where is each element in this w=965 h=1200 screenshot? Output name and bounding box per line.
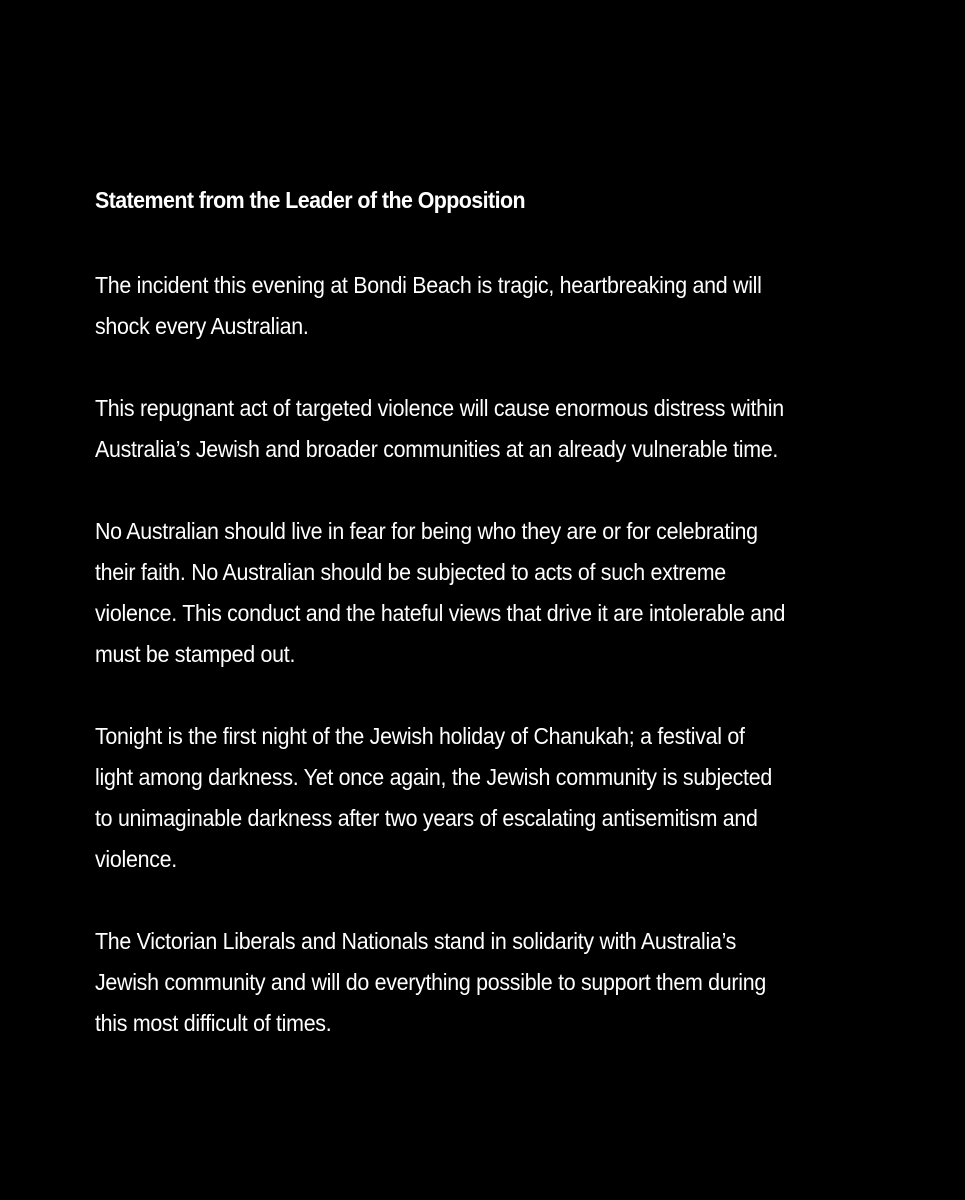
paragraph-line: The incident this evening at Bondi Beach is tragic, heartbreaking and will [95,272,762,298]
statement-title: Statement from the Leader of the Opposition [95,187,525,213]
paragraph-line: light among darkness. Yet once again, the Jewish community is subjected [95,764,772,790]
paragraph-line: This repugnant act of targeted violence will cause enormous distress within [95,395,784,421]
paragraph-line: their faith. No Australian should be subjected to acts of such extreme [95,559,726,585]
paragraph-4 [95,716,839,880]
paragraph-line: shock every Australian. [95,313,309,339]
paragraph-line: No Australian should live in fear for being who they are or for celebrating [95,518,758,544]
paragraph-3 [95,511,839,675]
paragraph-line: Jewish community and will do everything possible to support them during [95,969,766,995]
paragraph-line: The Victorian Liberals and Nationals stand in solidarity with Australia’s [95,928,737,954]
paragraph-line: violence. This conduct and the hateful views that drive it are intolerable and [95,600,786,626]
paragraph-line: must be stamped out. [95,641,296,667]
paragraph-line: this most difficult of times. [95,1010,332,1036]
paragraph-5 [95,921,839,1044]
paragraph-2 [95,388,839,470]
paragraph-1 [95,265,839,347]
paragraph-line: Australia’s Jewish and broader communities at an already vulnerable time. [95,436,779,462]
paragraph-line: Tonight is the first night of the Jewish holiday of Chanukah; a festival of [95,723,745,749]
paragraph-line: to unimaginable darkness after two years of escalating antisemitism and [95,805,758,831]
statement [95,180,895,1085]
paragraph-line: violence. [95,846,177,872]
